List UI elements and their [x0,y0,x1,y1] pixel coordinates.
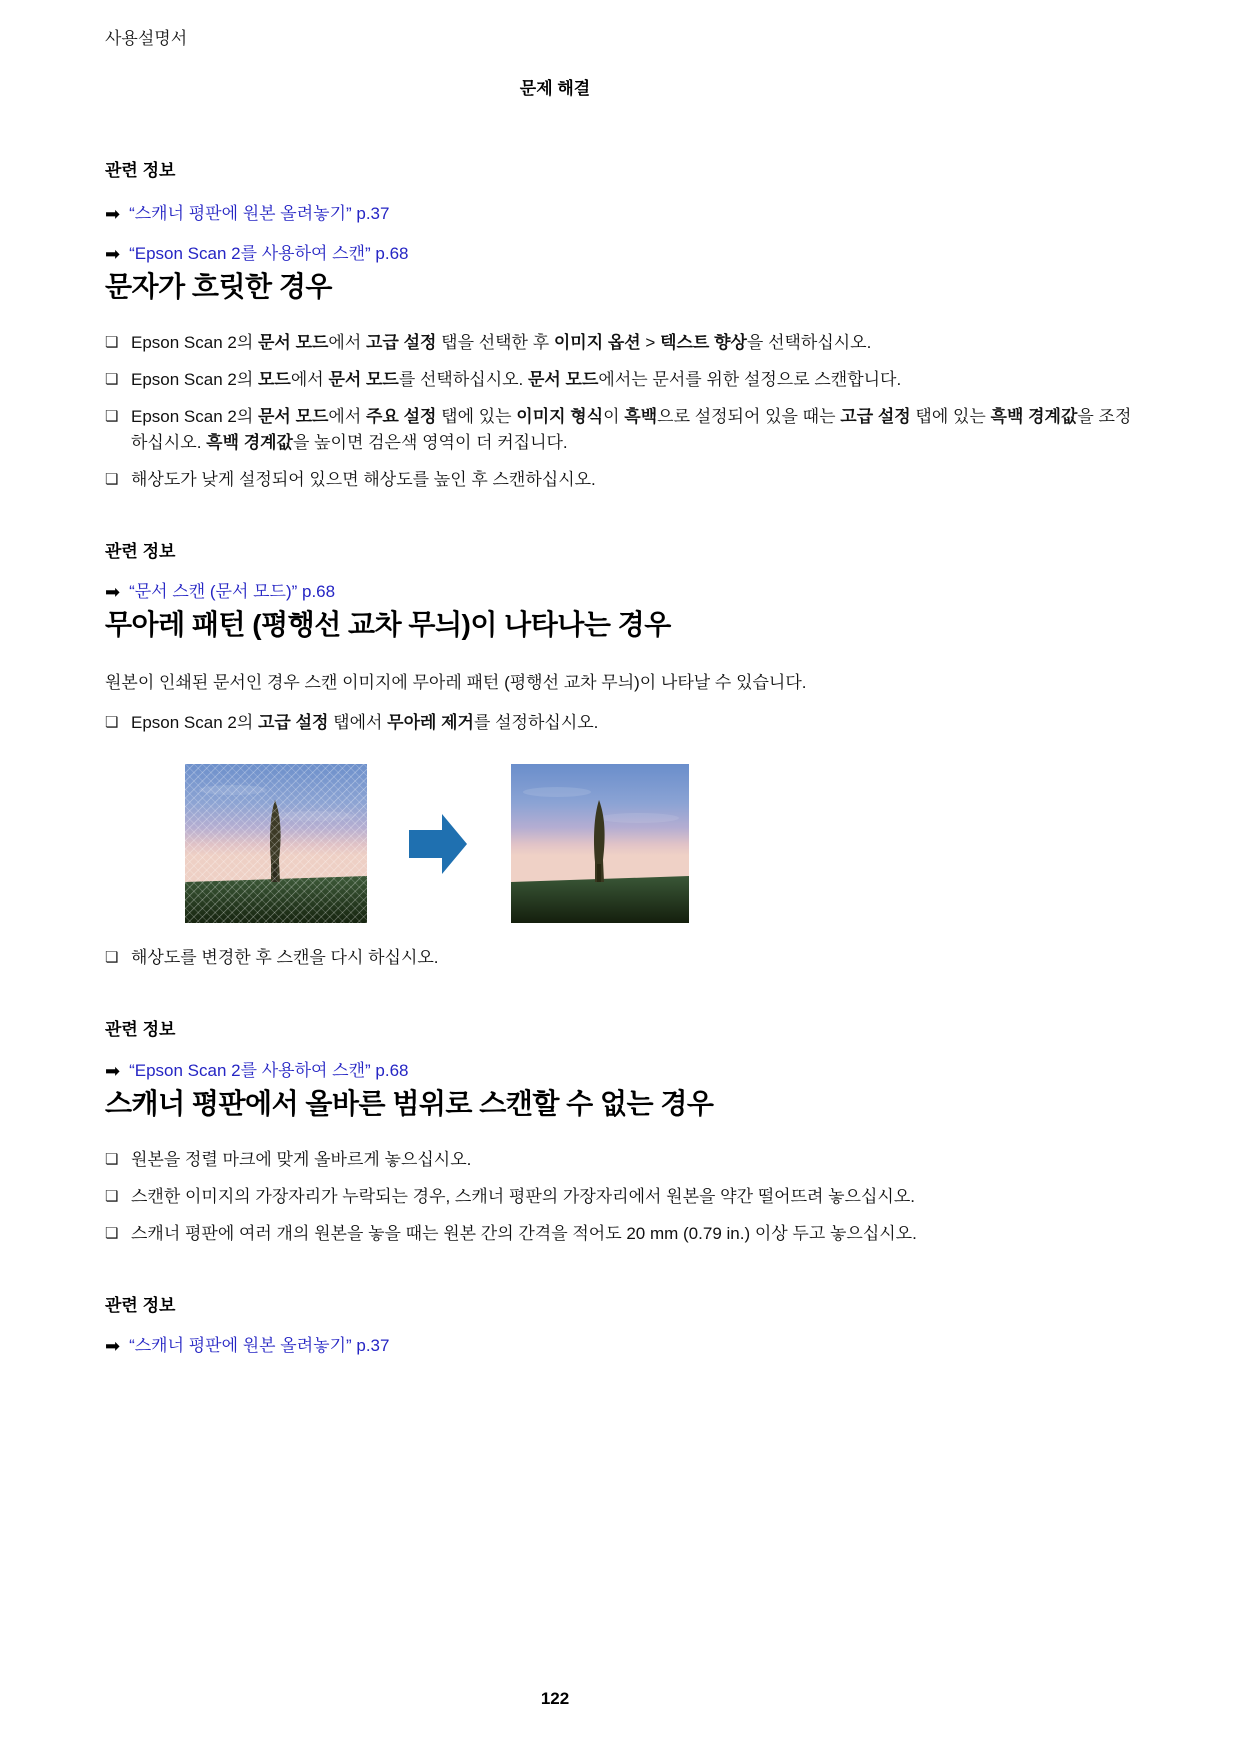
link-doc-scan-doc-mode-p68[interactable]: “문서 스캔 (문서 모드)” p.68 [129,582,336,601]
moire-bullet-list [105,710,1145,736]
moire-bullet-list-2 [105,945,1145,971]
bullet-text: 해상도를 변경한 후 스캔을 다시 하십시오. [131,948,439,967]
blurry-bullet-list [105,330,1145,493]
list-item [105,367,1145,393]
section-blurry-text [105,266,1145,605]
link-place-originals-p37[interactable]: “스캐너 평판에 원본 올려놓기” p.37 [129,1336,390,1355]
related-info-heading: 관련 정보 [105,1020,176,1039]
related-info-heading: 관련 정보 [105,541,176,561]
page-content [105,118,1145,1358]
bullet-icon: ❏ [105,407,119,425]
link-epson-scan2-p68[interactable]: “Epson Scan 2를 사용하여 스캔” p.68 [129,243,409,263]
page-number: 122 [540,1688,570,1708]
related-info-block-1 [105,158,1145,266]
transform-arrow-icon [409,809,467,879]
link-arrow-icon: ➡ [105,1336,121,1356]
bullet-text: 원본을 정렬 마크에 맞게 올바르게 놓으십시오. [131,1149,472,1169]
related-info-heading: 관련 정보 [105,161,176,180]
bullet-text: 스캐너 평판에 여러 개의 원본을 놓을 때는 원본 간의 간격을 적어도 20 mm (0.79 in.) 이상 두고 놓으십시오. [131,1223,917,1243]
moire-example-figure [185,764,1145,923]
list-item [105,710,1145,736]
bullet-text: Epson Scan 2의 모드에서 문서 모드를 선택하십시오. 문서 모드에서는 문서를 위한 설정으로 스캔합니다. [131,369,902,389]
section-title-moire: 무아레 패턴 (평행선 교차 무늬)이 나타나는 경우 [105,609,671,640]
section-title-scan-area: 스캐너 평판에서 올바른 범위로 스캔할 수 없는 경우 [105,1087,714,1119]
list-item [105,1221,1145,1247]
related-info-heading: 관련 정보 [105,1295,176,1315]
chapter-header: 문제 해결 [519,79,591,98]
list-item [105,467,1145,493]
section-moire [105,604,1145,1083]
link-arrow-icon: ➡ [105,582,121,602]
scan-area-bullet-list [105,1147,1145,1247]
related-link-row [105,580,1145,604]
list-item [105,1147,1145,1173]
link-epson-scan2-p68[interactable]: “Epson Scan 2를 사용하여 스캔” p.68 [129,1060,409,1080]
related-link-row [105,1334,1145,1358]
bullet-icon: ❏ [105,949,119,966]
link-arrow-icon: ➡ [105,243,121,264]
moire-intro: 원본이 인쇄된 문서인 경우 스캔 이미지에 무아레 패턴 (평행선 교차 무늬)이 나타날 수 있습니다. [105,673,807,692]
bullet-icon: ❏ [105,714,119,731]
related-link-row [105,202,1145,226]
bullet-text: 스캔한 이미지의 가장자리가 누락되는 경우, 스캐너 평판의 가장자리에서 원본을 약간 떨어뜨려 놓으십시오. [131,1186,915,1206]
scan-image-with-moire [185,764,367,923]
bullet-icon: ❏ [105,1187,119,1205]
section-scan-area [105,1083,1145,1359]
related-link-row [105,1059,1145,1083]
bullet-icon: ❏ [105,470,119,488]
bullet-icon: ❏ [105,1150,119,1168]
link-arrow-icon: ➡ [105,1060,121,1081]
bullet-text: Epson Scan 2의 고급 설정 탭에서 무아레 제거를 설정하십시오. [131,713,599,732]
list-item [105,404,1145,456]
list-item [105,945,1145,971]
bullet-text: 해상도가 낮게 설정되어 있으면 해상도를 높인 후 스캔하십시오. [131,469,596,489]
section-title-blurry: 문자가 흐릿한 경우 [105,270,332,302]
list-item [105,330,1145,356]
link-place-originals-p37[interactable]: “스캐너 평판에 원본 올려놓기” p.37 [129,203,390,223]
list-item [105,1184,1145,1210]
link-arrow-icon: ➡ [105,203,121,224]
bullet-icon: ❏ [105,370,119,388]
related-link-row [105,242,1145,266]
doc-title: 사용설명서 [105,29,188,48]
scan-image-without-moire [511,764,689,923]
bullet-text: Epson Scan 2의 문서 모드에서 주요 설정 탭에 있는 이미지 형식이 흑백으로 설정되어 있을 때는 고급 설정 탭에 있는 흑백 경계값을 조정하십시오. 흑백 경계값을 높이면 검은색 영역이 더 커집니다. [131,406,1132,452]
bullet-icon: ❏ [105,333,119,351]
bullet-icon: ❏ [105,1224,119,1242]
bullet-text: Epson Scan 2의 문서 모드에서 고급 설정 탭을 선택한 후 이미지 옵션 > 텍스트 향상을 선택하십시오. [131,332,872,352]
